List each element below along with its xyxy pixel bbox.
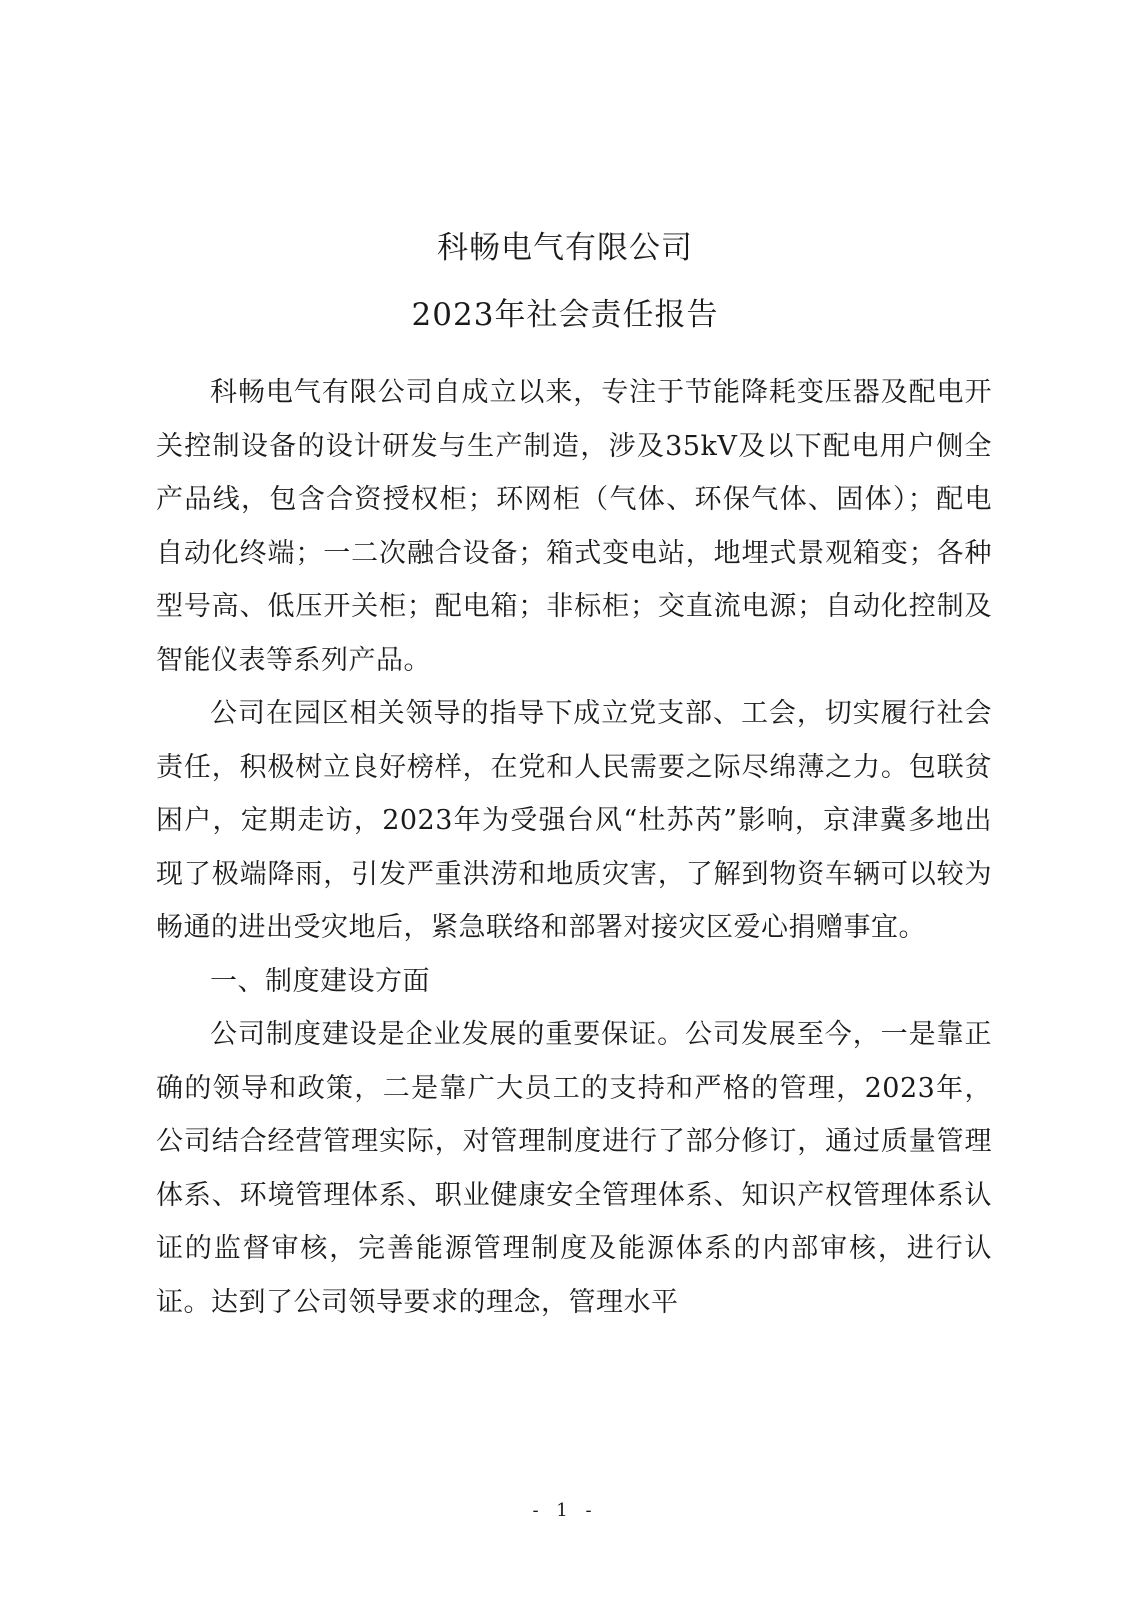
page-number: - 1 - xyxy=(532,1500,598,1521)
paragraph-system-building: 公司制度建设是企业发展的重要保证。公司发展至今，一是靠正确的领导和政策，二是靠广大员工的支持和严格的管理，2023年，公司结合经营管理实际，对管理制度进行了部分修订，通过质量管理体系、环境管理体系、职业健康安全管理体系、知识产权管理体系认证的监督审核，完善能源管理制度及能源体系的内部审核，进行认证。达到了公司领导要求的理念，管理水平 xyxy=(156,1019,992,1318)
paragraph-company-intro: 科畅电气有限公司自成立以来，专注于节能降耗变压器及配电开关控制设备的设计研发与生产制造，涉及35kV及以下配电用户侧全产品线，包含合资授权柜；环网柜（气体、环保气体、固体）；配电自动化终端；一二次融合设备；箱式变电站，地埋式景观箱变；各种型号高、低压开关柜；配电箱；非标柜；交直流电源；自动化控制及智能仪表等系列产品。 xyxy=(156,377,992,676)
paragraph-social-responsibility: 公司在园区相关领导的指导下成立党支部、工会，切实履行社会责任，积极树立良好榜样，在党和人民需要之际尽绵薄之力。包联贫困户，定期走访，2023年为受强台风“杜苏芮”影响，京津冀多地出现了极端降雨，引发严重洪涝和地质灾害，了解到物资车辆可以较为畅通的进出受灾地后，紧急联络和部署对接灾区爱心捐赠事宜。 xyxy=(156,698,992,943)
report-year-title: 2023年社会责任报告 xyxy=(411,297,719,333)
report-company-title: 科畅电气有限公司 xyxy=(437,230,693,266)
report-body xyxy=(156,366,992,1329)
section-heading-system-building: 一、制度建设方面 xyxy=(210,965,430,997)
